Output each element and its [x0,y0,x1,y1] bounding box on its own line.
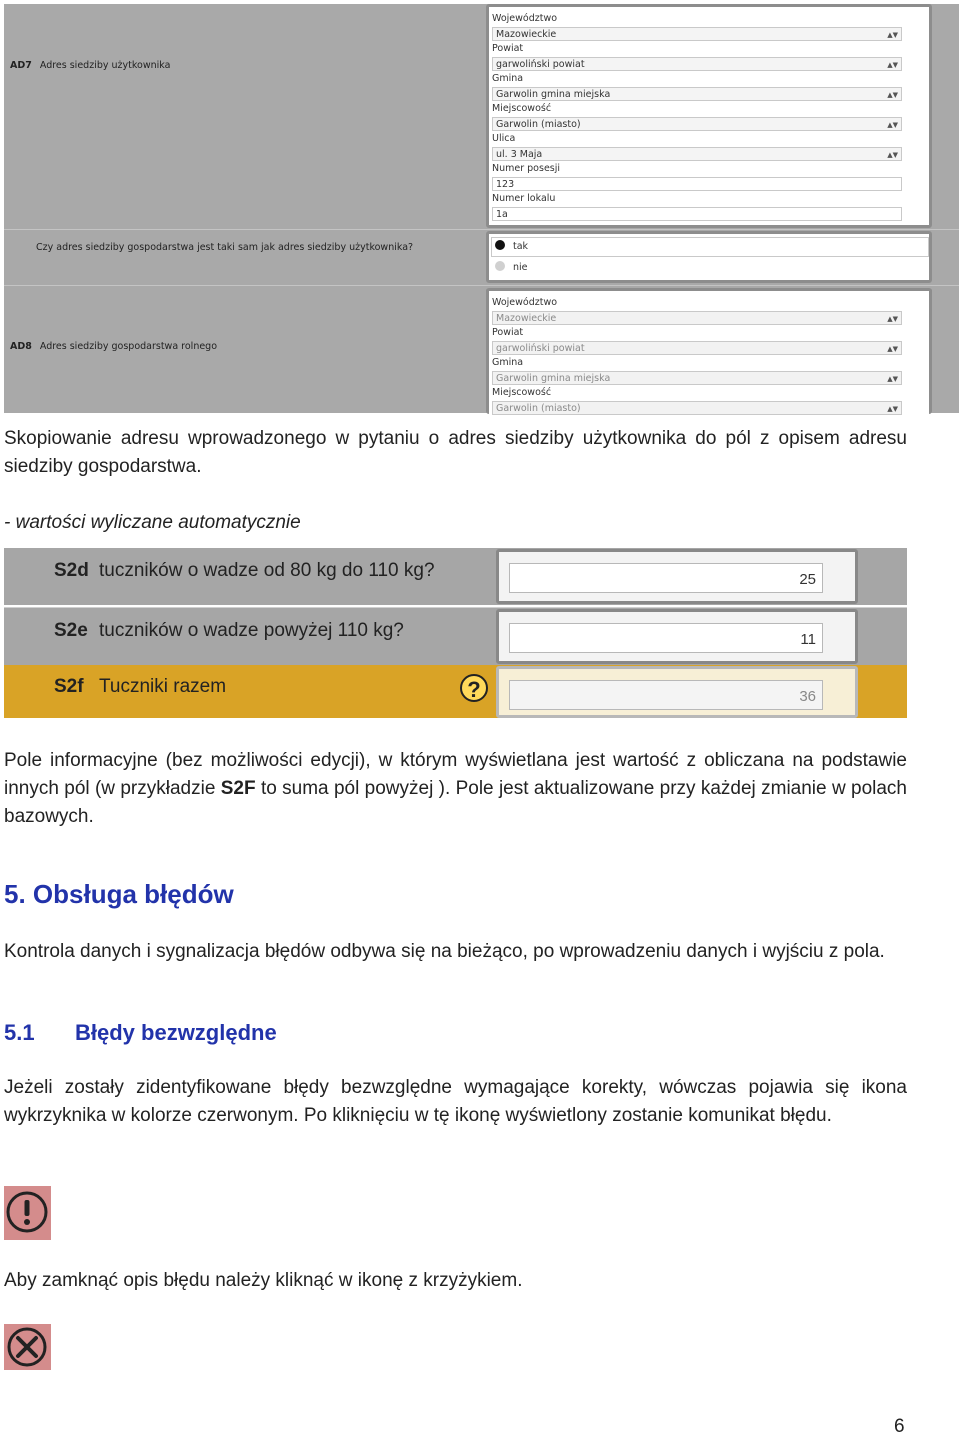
dropdown-caret-icon: ▲▼ [887,375,898,383]
paragraph-close-error: Aby zamknąć opis błędu należy kliknąć w ikonę z krzyżykiem. [4,1270,523,1291]
select-miejscowosc[interactable]: Garwolin (miasto) ▲▼ [492,117,902,131]
select-miejscowosc-disabled: Garwolin (miasto) ▲▼ [492,401,902,415]
row-label: tuczników o wadze powyżej 110 kg? [99,620,404,641]
row-code: S2e [54,620,88,641]
subsection-number: 5.1 [4,1020,35,1045]
section-heading-5: 5. Obsługa błędów [4,879,234,909]
subsection-title: Błędy bezwzględne [75,1020,277,1045]
row-panel [496,609,858,664]
paragraph-auto-values: - wartości wyliczane automatycznie [4,512,301,533]
ad8-panel [486,288,932,414]
paragraph-error-control: Kontrola danych i sygnalizacja błędów odbywa się na bieżąco, po wprowadzeniu danych i wyjściu z pola. [4,941,885,962]
select-gmina-disabled: Garwolin gmina miejska ▲▼ [492,371,902,385]
field-label-wojewodztwo-2: Województwo [492,297,558,308]
ad7-panel [486,4,932,228]
ad7-code: AD7 [10,60,32,71]
address-form-screenshot [4,4,959,412]
exclamation-icon[interactable] [4,1186,51,1240]
dropdown-caret-icon: ▲▼ [887,405,898,413]
radio-highlight [491,237,929,257]
field-label-miejscowosc-2: Miejscowość [492,387,552,398]
row-code: S2f [54,676,84,697]
ad8-row [4,285,959,413]
field-label-powiat: Powiat [492,43,524,54]
field-label-numer-posesji: Numer posesji [492,163,561,174]
paragraph-absolute-errors: Jeżeli zostały zidentyfikowane błędy bezwzględne wymagające korekty, wówczas pojawia się ikona wykrzyknika w kolorze czerwonym. Po kliknięciu w tę ikonę wyświetlony zostanie komunikat błędu. [4,1077,907,1126]
paragraph-copy-address: Skopiowanie adresu wprowadzonego w pytaniu o adres siedziby użytkownika do pól z opisem adresu siedziby gospodarstwa. [4,428,907,477]
row-code: S2d [54,560,89,581]
calculated-fields-screenshot [4,548,907,718]
row-panel [496,666,858,718]
radio-unselected-icon [495,261,505,271]
paragraph-text: to suma pól powyżej ). Pole jest aktualizowane przy każdej zmianie w polach bazowych. [4,778,907,827]
ad8-code: AD8 [10,341,32,352]
dropdown-caret-icon: ▲▼ [887,345,898,353]
field-label-numer-lokalu: Numer lokalu [492,193,556,204]
question-radio-panel [486,231,932,283]
subsection-heading-5-1 [4,1020,277,1046]
row-s2d [4,548,907,605]
row-label: tuczników o wadze od 80 kg do 110 kg? [99,560,435,581]
dropdown-caret-icon: ▲▼ [887,121,898,129]
input-s2e[interactable]: 11 [509,623,823,653]
ad7-label [10,60,170,71]
dropdown-caret-icon: ▲▼ [887,151,898,159]
input-numer-lokalu[interactable]: 1a [492,207,902,221]
close-x-icon-graphic [6,1327,48,1367]
ad8-text: Adres siedziby gospodarstwa rolnego [39,341,218,352]
field-label-gmina: Gmina [492,73,524,84]
question-label: Czy adres siedziby gospodarstwa jest taki sam jak adres siedziby użytkownika? [36,242,414,253]
paragraph-info-field [4,747,907,831]
question-icon[interactable]: ? [460,674,488,702]
radio-option-nie[interactable]: nie [495,261,528,273]
select-ulica[interactable]: ul. 3 Maja ▲▼ [492,147,902,161]
radio-option-tak[interactable]: tak [495,240,528,252]
input-numer-posesji[interactable]: 123 [492,177,902,191]
ad8-label [10,341,217,352]
field-label-ulica: Ulica [492,133,516,144]
select-wojewodztwo-disabled: Mazowieckie ▲▼ [492,311,902,325]
field-label-wojewodztwo: Województwo [492,13,558,24]
row-s2e [4,607,907,665]
dropdown-caret-icon: ▲▼ [887,61,898,69]
select-gmina[interactable]: Garwolin gmina miejska ▲▼ [492,87,902,101]
row-label: Tuczniki razem [99,676,227,697]
select-powiat-disabled: garwoliński powiat ▲▼ [492,341,902,355]
dropdown-caret-icon: ▲▼ [887,91,898,99]
exclamation-icon-graphic [6,1191,48,1233]
page-number: 6 [894,1416,905,1437]
field-label-miejscowosc: Miejscowość [492,103,552,114]
row-panel [496,549,858,604]
bold-code: S2F [220,778,256,799]
select-powiat[interactable]: garwoliński powiat ▲▼ [492,57,902,71]
input-s2d[interactable]: 25 [509,563,823,593]
radio-selected-icon [495,240,505,250]
select-wojewodztwo[interactable]: Mazowieckie ▲▼ [492,27,902,41]
field-label-gmina-2: Gmina [492,357,524,368]
dropdown-caret-icon: ▲▼ [887,315,898,323]
row-s2f [4,665,907,718]
field-label-powiat-2: Powiat [492,327,524,338]
readonly-field-s2f: 36 [509,680,823,710]
dropdown-caret-icon: ▲▼ [887,31,898,39]
ad7-text: Adres siedziby użytkownika [39,60,171,71]
close-x-icon[interactable] [4,1324,51,1370]
ad7-row [4,4,959,229]
paragraph-text: Pole informacyjne (bez możliwości edycji), w którym wyświetlana jest wartość z obliczana na podstawie innych pól (w przykładzie [4,750,907,799]
